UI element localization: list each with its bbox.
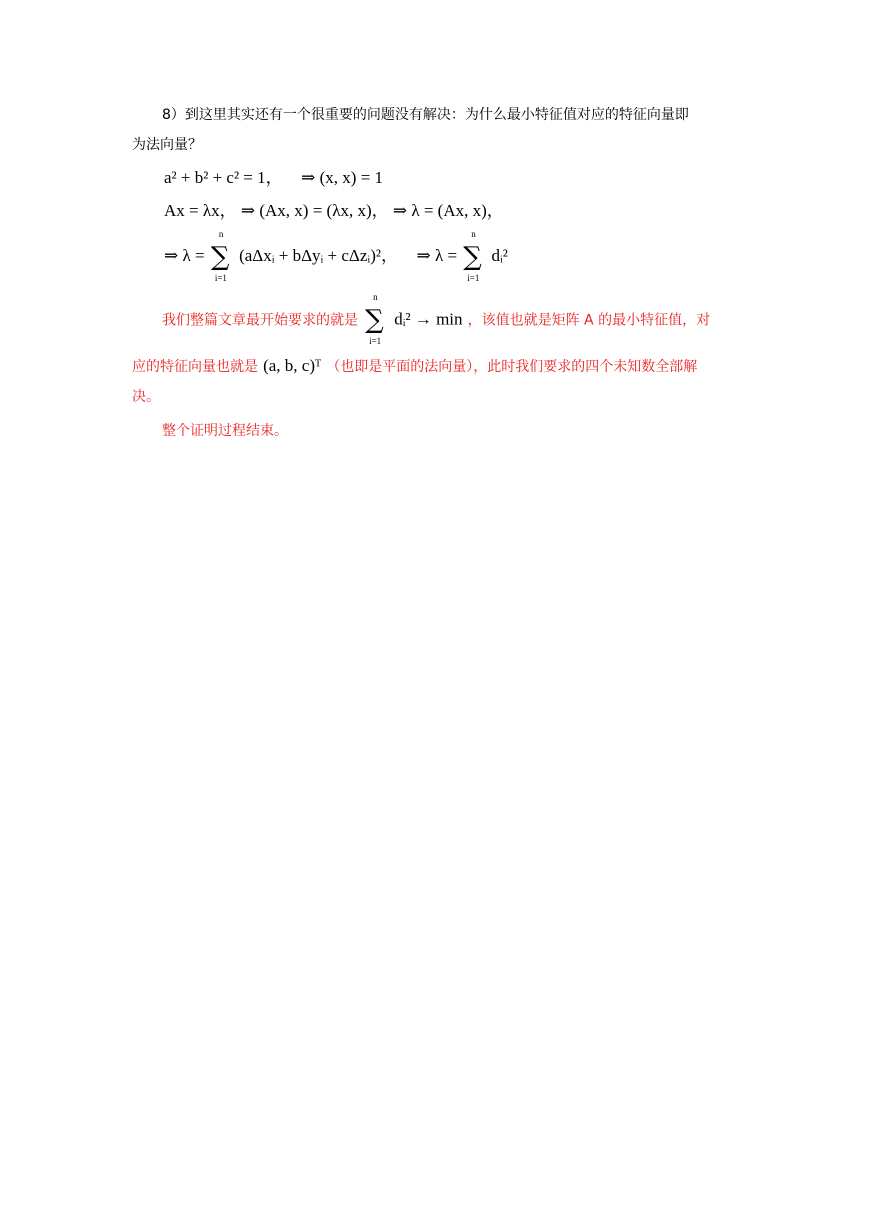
equation-eigen-c: ⇒ λ = (Ax, x)， — [392, 201, 504, 220]
equation-lambda-prefix: ⇒ λ = — [164, 245, 205, 265]
equation-lambda-sum — [164, 229, 508, 283]
equation-lambda-body: (aΔxᵢ + bΔyᵢ + cΔzᵢ)²， — [239, 245, 398, 265]
conclusion-line2-math: (a, b, c)ᵀ — [263, 356, 322, 375]
equation-lambda-body2: dᵢ² — [491, 245, 508, 265]
para8-line2: 为法向量？ — [132, 137, 202, 153]
para8-line1: 8）到这里其实还有一个很重要的问题没有解决：为什么最小特征值对应的特征向量即 — [162, 107, 689, 123]
sum-lower-limit-3: i=1 — [369, 336, 382, 346]
conclusion-line1-b: ，该值也就是矩阵 A 的最小特征值，对 — [467, 312, 711, 329]
conclusion-line2-b: （也即是平面的法向量），此时我们要求的四个未知数全部解 — [326, 359, 698, 375]
equation-lambda-mid: ⇒ λ = — [416, 245, 458, 265]
equation-eigen-a: Ax = λx， — [164, 201, 237, 220]
sum-upper-limit-2: n — [471, 229, 476, 239]
sigma-icon: ∑ — [210, 242, 230, 272]
equation-norm — [164, 169, 383, 186]
conclusion-line1-a: 我们整篇文章最开始要求的就是 — [162, 312, 358, 329]
summation-symbol-2 — [463, 229, 485, 283]
sum-upper-limit: n — [218, 229, 224, 239]
equation-eigen — [164, 202, 504, 219]
sum-upper-limit-3: n — [373, 292, 378, 302]
sigma-icon-3: ∑ — [365, 305, 384, 335]
sigma-icon-2: ∑ — [463, 242, 482, 272]
equation-eigen-b: ⇒ (Ax, x) = (λx, x)， — [240, 201, 389, 220]
summation-symbol-3 — [365, 292, 387, 346]
equation-norm-lhs: a² + b² + c² = 1， — [164, 168, 283, 187]
conclusion-line4: 整个证明过程结束。 — [162, 423, 288, 439]
conclusion-line1 — [162, 292, 711, 346]
sum-lower-limit: i=1 — [214, 273, 227, 283]
conclusion-line1-math: dᵢ² → min — [394, 309, 463, 329]
summation-symbol — [210, 229, 233, 283]
conclusion-line2 — [132, 357, 697, 374]
conclusion-line3: 决。 — [132, 389, 160, 405]
equation-norm-rhs: ⇒ (x, x) = 1 — [301, 168, 384, 187]
sum-lower-limit-2: i=1 — [467, 273, 480, 283]
conclusion-line2-a: 应的特征向量也就是 — [132, 359, 258, 375]
